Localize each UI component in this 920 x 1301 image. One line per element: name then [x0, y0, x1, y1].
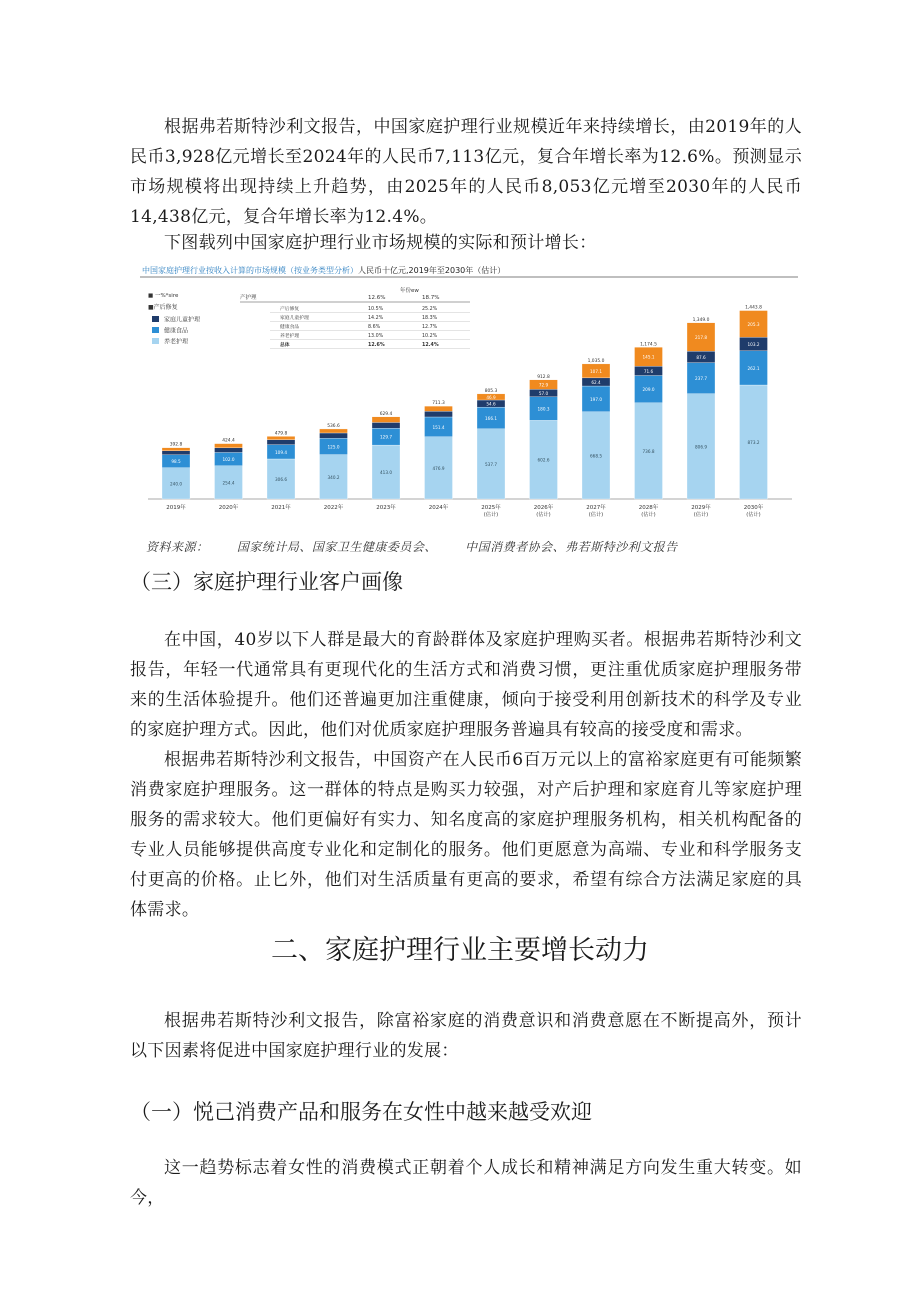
- paragraph-female-trend: 这一趋势标志着女性的消费模式正朝着个人成长和精神满足方向发生重大转变。如今，: [130, 1158, 802, 1208]
- x-tick-label: 2027年: [586, 505, 606, 511]
- bar-value-label: 209.0: [642, 387, 655, 393]
- bar-value-label: 602.6: [537, 457, 550, 463]
- bar-segment-2: [162, 451, 190, 455]
- bar-value-label: 46.9: [486, 394, 496, 400]
- bar-value-label: 806.9: [695, 444, 707, 450]
- paragraph-young-consumers: 在中国，40岁以下人群是最大的育龄群体及家庭护理购买者。根据弗若斯特沙利文报告，年轻一代通常具有更现代化的生活方式和消费习惯，更注重优质家庭护理服务带来的生活体验提升。他们还普遍更加注重健康，倾向于接受利用创新技术的科学及专业的家庭护理方式。因此，他们对优质家庭护理服务普遍具有较高的接受度和需求。: [130, 630, 802, 740]
- table-row-cagr-1: 8.6%: [368, 325, 381, 330]
- bar-total-label: 629.4: [379, 411, 393, 417]
- legend-swatch-1: [152, 327, 159, 333]
- bar-value-label: 109.4: [275, 449, 287, 455]
- bar-value-label: 254.4: [222, 480, 235, 486]
- legend-label-2: 家庭儿童护理: [164, 316, 201, 324]
- bar-value-label: 107.1: [590, 368, 602, 374]
- table-row-cagr-1: 13.0%: [368, 334, 384, 339]
- table-row-label: 家庭儿童护理: [280, 316, 309, 321]
- bar-value-label: 71.6: [643, 368, 654, 374]
- x-tick-label: 2028年: [638, 505, 659, 511]
- legend-series-3: ■产后修复: [148, 304, 178, 311]
- table-row-cagr-2: 10.2%: [422, 334, 438, 339]
- legend-swatch-2: [152, 316, 159, 322]
- bar-value-label: 103.2: [747, 342, 760, 348]
- bar-total-label: 1,035.0: [587, 358, 605, 364]
- bar-segment-3: [162, 448, 190, 451]
- bar-value-label: 237.7: [695, 376, 707, 382]
- bar-value-label: 54.6: [486, 401, 496, 407]
- section-heading-female-consumption: （一）悦己消费产品和服务在女性中越来越受欢迎: [130, 1100, 592, 1124]
- x-tick-sublabel: (估计): [588, 512, 604, 518]
- x-tick-label: 2022年: [323, 505, 344, 511]
- bar-total-label: 392.8: [169, 442, 183, 448]
- bar-value-label: 205.3: [747, 321, 760, 327]
- table-row-cagr-2: 25.2%: [422, 307, 438, 312]
- chapter-heading-growth-drivers: 二、家庭护理行业主要增长动力: [271, 935, 649, 966]
- table-row-label: 总体: [280, 343, 290, 348]
- table-row-label: 养老护理: [280, 334, 300, 339]
- x-tick-sublabel: (估计): [483, 512, 499, 518]
- bar-total-label: 1,174.5: [640, 342, 657, 348]
- bar-total-label: 805.3: [484, 388, 498, 394]
- x-tick-label: 2024年: [428, 505, 449, 511]
- legend-swatch-0: [152, 338, 159, 344]
- table-header-row-label: 产护理: [240, 295, 257, 301]
- table-row-cagr-2: 12.4%: [422, 343, 439, 348]
- bar-total-label: 1,349.0: [692, 317, 710, 323]
- table-row-cagr-1: 14.2%: [368, 316, 384, 321]
- bar-segment-2: [372, 422, 400, 428]
- chart-title: [142, 265, 505, 275]
- bar-value-label: 873.2: [747, 440, 760, 446]
- x-tick-label: 2019年: [166, 505, 186, 511]
- table-row-label: 产后修复: [280, 307, 300, 312]
- bar-segment-3: [267, 436, 295, 439]
- bar-value-label: 476.9: [432, 465, 445, 471]
- bar-segment-3: [372, 417, 400, 423]
- paragraph-market-growth: 根据弗若斯特沙利文报告，中国家庭护理行业规模近年来持续增长，由2019年的人民币3,928亿元增长至2024年的人民币7,113亿元，复合年增长率为12.6%。预测显示市场规模将出现持续上升趋势，由2025年的人民币8,053亿元增至2030年的人民币14,438亿元，复合年增长率为12.4%。: [130, 117, 802, 227]
- bar-segment-2: [215, 448, 243, 453]
- table-row-cagr-2: 12.7%: [422, 325, 438, 330]
- bar-total-label: 1,443.8: [745, 305, 762, 311]
- bar-value-label: 306.6: [275, 476, 287, 482]
- bar-value-label: 102.0: [222, 457, 235, 463]
- x-tick-sublabel: (估计): [746, 512, 761, 518]
- paragraph-chart-intro: 下图载列中国家庭护理行业市场规模的实际和预计增长：: [164, 233, 597, 253]
- bar-total-label: 912.8: [537, 374, 550, 380]
- x-tick-sublabel: (估计): [641, 512, 656, 518]
- bar-value-label: 668.5: [590, 453, 602, 459]
- bar-value-label: 87.6: [696, 354, 706, 360]
- bar-value-label: 197.0: [590, 396, 602, 402]
- x-tick-label: 2021年: [271, 505, 291, 511]
- bar-segment-3: [320, 429, 348, 433]
- bar-value-label: 72.9: [538, 382, 549, 388]
- bar-value-label: 98.5: [171, 459, 181, 465]
- legend-label-1: 健康食品: [164, 327, 189, 335]
- table-header-right-label: 年份ew: [400, 288, 419, 294]
- bar-value-label: 129.7: [380, 434, 392, 440]
- table-row-cagr-1: 10.5%: [368, 307, 384, 312]
- bar-value-label: 125.0: [327, 444, 340, 450]
- bar-total-label: 424.4: [222, 438, 235, 444]
- table-row-cagr-1: 12.6%: [368, 343, 385, 348]
- x-tick-sublabel: (估计): [536, 512, 551, 518]
- paragraph-growth-factors: 根据弗若斯特沙利文报告，除富裕家庭的消费意识和消费意愿在不断提高外，预计以下因素将促进中国家庭护理行业的发展：: [130, 1011, 802, 1061]
- cagr-legend-label: ■ 一%*sire: [148, 293, 179, 299]
- market-size-chart: [140, 263, 800, 525]
- bar-total-label: 479.8: [274, 431, 288, 437]
- bar-value-label: 736.8: [642, 448, 655, 454]
- bar-value-label: 217.8: [695, 334, 707, 340]
- bar-value-label: 166.1: [485, 415, 497, 421]
- x-tick-label: 2023年: [376, 505, 396, 511]
- x-tick-label: 2020年: [218, 505, 239, 511]
- bar-value-label: 240.0: [170, 481, 182, 487]
- bar-value-label: 151.4: [432, 424, 445, 430]
- bar-segment-2: [320, 433, 348, 438]
- bar-segment-3: [425, 406, 453, 411]
- bar-segment-2: [267, 440, 295, 445]
- bar-total-label: 711.3: [432, 401, 445, 407]
- table-header-col1: 12.6%: [368, 295, 386, 301]
- bar-segment-2: [425, 411, 453, 417]
- bar-value-label: 62.4: [591, 379, 601, 385]
- x-tick-label: 2030年: [743, 505, 764, 511]
- bar-segment-3: [215, 444, 243, 448]
- bar-value-label: 180.3: [537, 406, 550, 412]
- bar-value-label: 340.2: [327, 474, 340, 480]
- bar-value-label: 145.1: [642, 354, 655, 360]
- bar-value-label: 413.0: [380, 470, 392, 476]
- x-tick-label: 2026年: [533, 505, 554, 511]
- table-row-label: 健康食品: [280, 325, 300, 330]
- table-header-col2: 18.7%: [422, 295, 440, 301]
- paragraph-affluent-families: 根据弗若斯特沙利文报告，中国资产在人民币6百万元以上的富裕家庭更有可能频繁消费家庭护理服务。这一群体的特点是购买力较强，对产后护理和家庭育儿等家庭护理服务的需求较大。他们更偏好有实力、知名度高的家庭护理服务机构，相关机构配备的专业人员能够提供高度专业化和定制化的服务。他们更愿意为高端、专业和科学服务支付更高的价格。止匕外，他们对生活质量有更高的要求，希望有综合方法满足家庭的具体需求。: [130, 750, 802, 920]
- x-tick-sublabel: (估计): [693, 512, 709, 518]
- bar-value-label: 537.7: [485, 461, 497, 467]
- x-tick-label: 2025年: [481, 505, 501, 511]
- bar-value-label: 262.1: [747, 365, 760, 371]
- chart-title-rest: 人民币十亿元,2019年至2030年（估计）: [358, 266, 506, 275]
- chart-source-caption: 资料来源： 国家统计局、国家卫生健康委员会、 中国消费者协会、弗若斯特沙利文报告: [146, 540, 678, 554]
- chart-canvas: [140, 263, 800, 525]
- bar-value-label: 57.0: [538, 391, 549, 397]
- section-heading-customer-profile: （三）家庭护理行业客户画像: [130, 570, 403, 594]
- legend-label-0: 养老护理: [164, 338, 189, 346]
- chart-title-colored: 中国家庭护理行业按收入计算的市场规模（按业务类型分析）: [142, 266, 358, 275]
- table-row-cagr-2: 18.3%: [422, 316, 438, 321]
- x-tick-label: 2029年: [691, 505, 711, 511]
- bar-total-label: 536.6: [327, 423, 340, 429]
